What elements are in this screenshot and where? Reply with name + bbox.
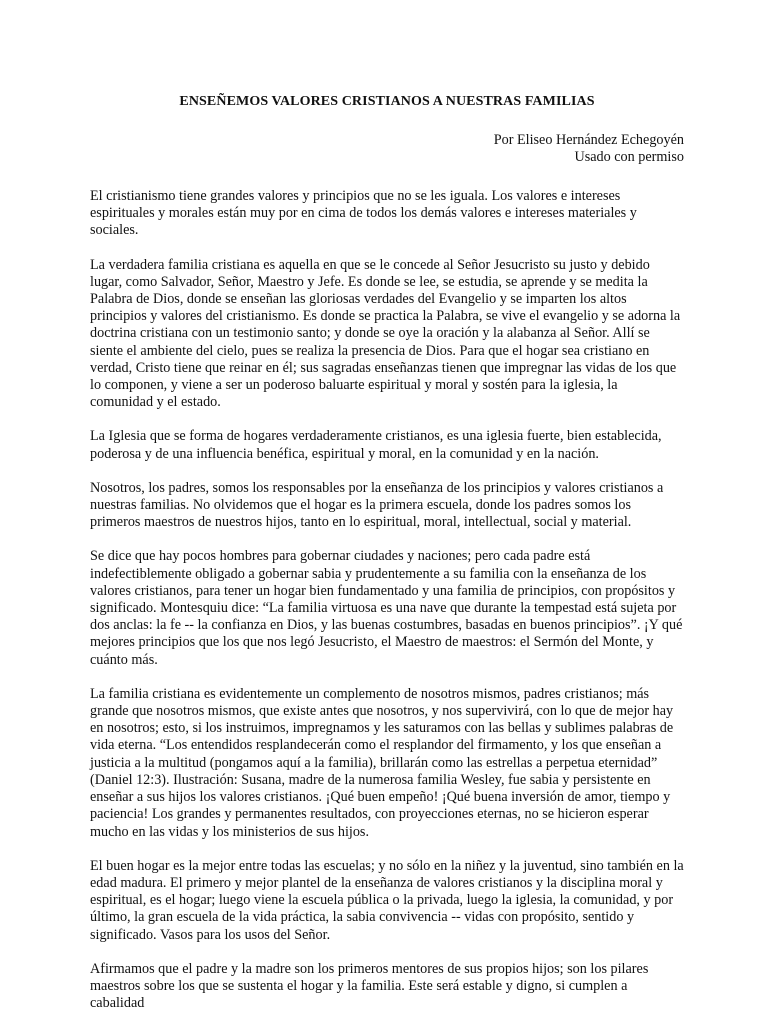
document-title: ENSEÑEMOS VALORES CRISTIANOS A NUESTRAS FAMILIAS: [179, 94, 595, 109]
paragraph-6: La familia cristiana es evidentemente un complemento de nosotros mismos, padres cristianos; más grande que nosotros mismos, que existe antes que nosotros, y nos supervivirá, con lo que de mejor hay en nosotros; esto, si los instruimos, impregnamos y les saturamos con las bellas y sublimes palabras de vida eterna. “Los entendidos resplandecerán como el resplandor del firmamento, y los que enseñan a justicia a la multitud (pongamos aquí a la familia), brillarán como las estrellas a perpetua eternidad” (Daniel 12:3). Ilustración: Susana, madre de la numerosa familia Wesley, fue sabia y persistente en enseñar a sus hijos los valores cristianos. ¡Qué buen empeño! ¡Qué buena inversión de amor, tiempo y paciencia! Los grandes y permanentes resultados, con proyecciones eternas, no se hicieron esperar mucho en las vidas y los ministerios de sus hijos.: [90, 685, 674, 840]
paragraph-7: El buen hogar es la mejor entre todas las escuelas; y no sólo en la niñez y la juventud, sino también en la edad madura. El primero y mejor plantel de la enseñanza de valores cristianos y la disciplina moral y espiritual, es el hogar; luego viene la escuela pública o la privada, luego la iglesia, la comunidad, y por último, la gran escuela de la vida práctica, la sabia convivencia -- vidas con propósito, sentido y significado. Vasos para los usos del Señor.: [90, 857, 684, 943]
paragraph-1: El cristianismo tiene grandes valores y principios que no se les iguala. Los valores e intereses espirituales y morales están muy por en cima de todos los demás valores e intereses materiales y sociales.: [90, 188, 637, 239]
paragraph-3: La Iglesia que se forma de hogares verdaderamente cristianos, es una iglesia fuerte, bien establecida, poderosa y de una influencia benéfica, espiritual y moral, en la comunidad y en la nación.: [90, 428, 662, 462]
paragraph-5: Se dice que hay pocos hombres para gobernar ciudades y naciones; pero cada padre está indefectiblemente obligado a gobernar sabia y prudentemente a su familia con la enseñanza de los valores cristianos, para tener un hogar bien fundamentado y una familia de principios, con propósitos y significado. Montesquiu dice: “La familia virtuosa es una nave que durante la tempestad está sujeta por dos anclas: la fe -- la confianza en Dios, y las buenas costumbres, basadas en buenos principios”. ¡Y qué mejores principios que los que nos legó Jesucristo, el Maestro de maestros: el Sermón del Monte, y cuánto más.: [90, 548, 683, 668]
byline: [90, 132, 684, 166]
paragraph-4: Nosotros, los padres, somos los responsables por la enseñanza de los principios y valores cristianos a nuestras familias. No olvidemos que el hogar es la primera escuela, donde los padres somos los primeros maestros de nuestros hijos, tanto en lo espiritual, moral, intellectual, social y material.: [90, 479, 664, 531]
author-line: Por Eliseo Hernández Echegoyén: [493, 132, 684, 148]
permission-line: Usado con permiso: [574, 149, 684, 165]
paragraph-2: La verdadera familia cristiana es aquella en que se le concede al Señor Jesucristo su justo y debido lugar, como Salvador, Señor, Maestro y Jefe. Es donde se lee, se estudia, se aprende y se medita la Palabra de Dios, donde se enseñan las gloriosas verdades del Evangelio y se imparten los altos principios y valores del cristianismo. Es donde se practica la Palabra, se vive el evangelio y se adorna la doctrina cristiana con un testimonio santo; y donde se oye la oración y la alabanza al Señor. Allí se siente el ambiente del cielo, pues se realiza la presencia de Dios. Para que el hogar sea cristiano en verdad, Cristo tiene que reinar en él; sus sagradas enseñanzas tienen que impregnar las vidas de los que lo componen, y viene a ser un poderoso baluarte espiritual y moral y sostén para la iglesia, la comunidad y el estado.: [90, 256, 681, 411]
paragraph-8: Afirmamos que el padre y la madre son los primeros mentores de sus propios hijos; son los pilares maestros sobre los que se sustenta el hogar y la familia. Este será estable y digno, si cumplen a cabalidad: [90, 960, 649, 1012]
